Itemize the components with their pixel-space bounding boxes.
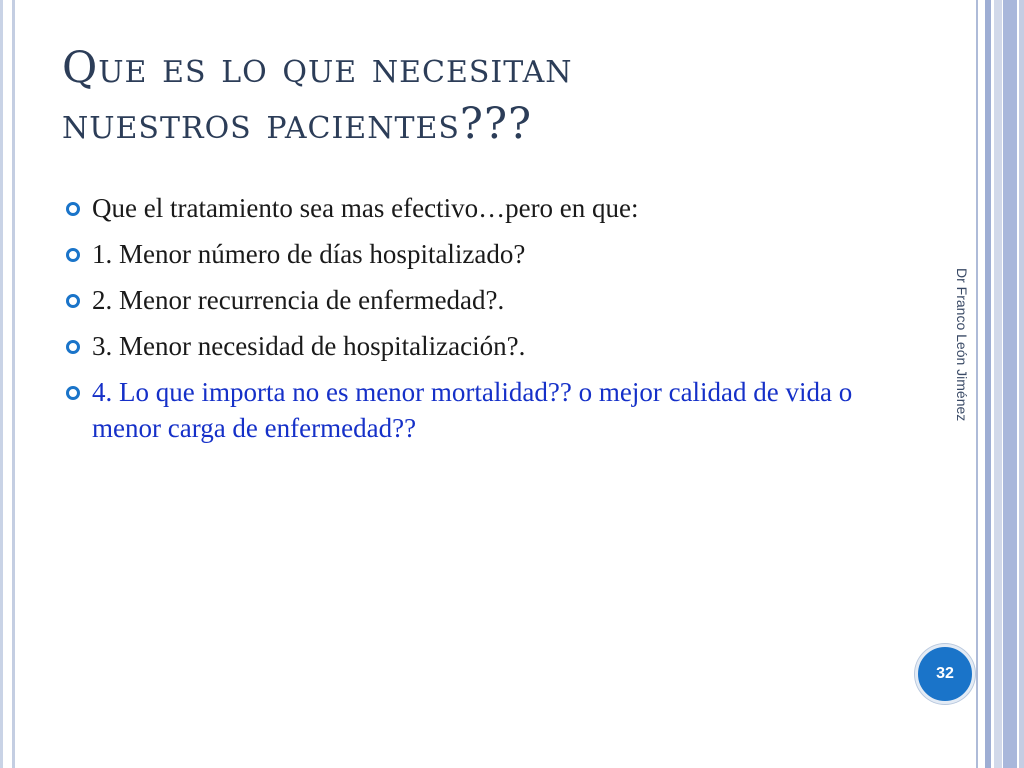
page-number: 32 xyxy=(936,665,954,682)
page-number-badge xyxy=(915,644,975,704)
bullet-text: 1. Menor número de días hospitalizado? xyxy=(92,239,526,269)
bullet-item xyxy=(66,236,856,272)
bullet-text: 2. Menor recurrencia de enfermedad?. xyxy=(92,285,505,315)
author-credit: Dr Franco León Jiménez xyxy=(954,268,970,422)
bullet-item xyxy=(66,190,856,226)
bullet-item xyxy=(66,328,856,364)
bullet-text: Que el tratamiento sea mas efectivo…pero en que: xyxy=(92,193,639,223)
circle-bullet-icon xyxy=(66,294,80,308)
slide-title-line1: Que es lo que necesitan xyxy=(62,43,573,93)
circle-bullet-icon xyxy=(66,202,80,216)
circle-bullet-icon xyxy=(66,386,80,400)
slide-title xyxy=(62,40,922,152)
bullet-text: 3. Menor necesidad de hospitalización?. xyxy=(92,331,526,361)
bullet-list xyxy=(66,190,856,456)
right-decor-stripe xyxy=(976,0,978,768)
left-frame-line-inner xyxy=(12,0,15,768)
right-decor-stripe xyxy=(1019,0,1024,768)
left-frame-line xyxy=(0,0,3,768)
bullet-item xyxy=(66,282,856,318)
circle-bullet-icon xyxy=(66,248,80,262)
right-decor-stripe xyxy=(1003,0,1017,768)
slide-title-line2: nuestros pacientes??? xyxy=(62,99,533,149)
right-decor-stripe xyxy=(985,0,991,768)
right-decor-stripe xyxy=(994,0,1002,768)
bullet-item-highlighted xyxy=(66,374,856,446)
circle-bullet-icon xyxy=(66,340,80,354)
bullet-text: 4. Lo que importa no es menor mortalidad?? o mejor calidad de vida o menor carga de enfermedad?? xyxy=(92,377,853,443)
